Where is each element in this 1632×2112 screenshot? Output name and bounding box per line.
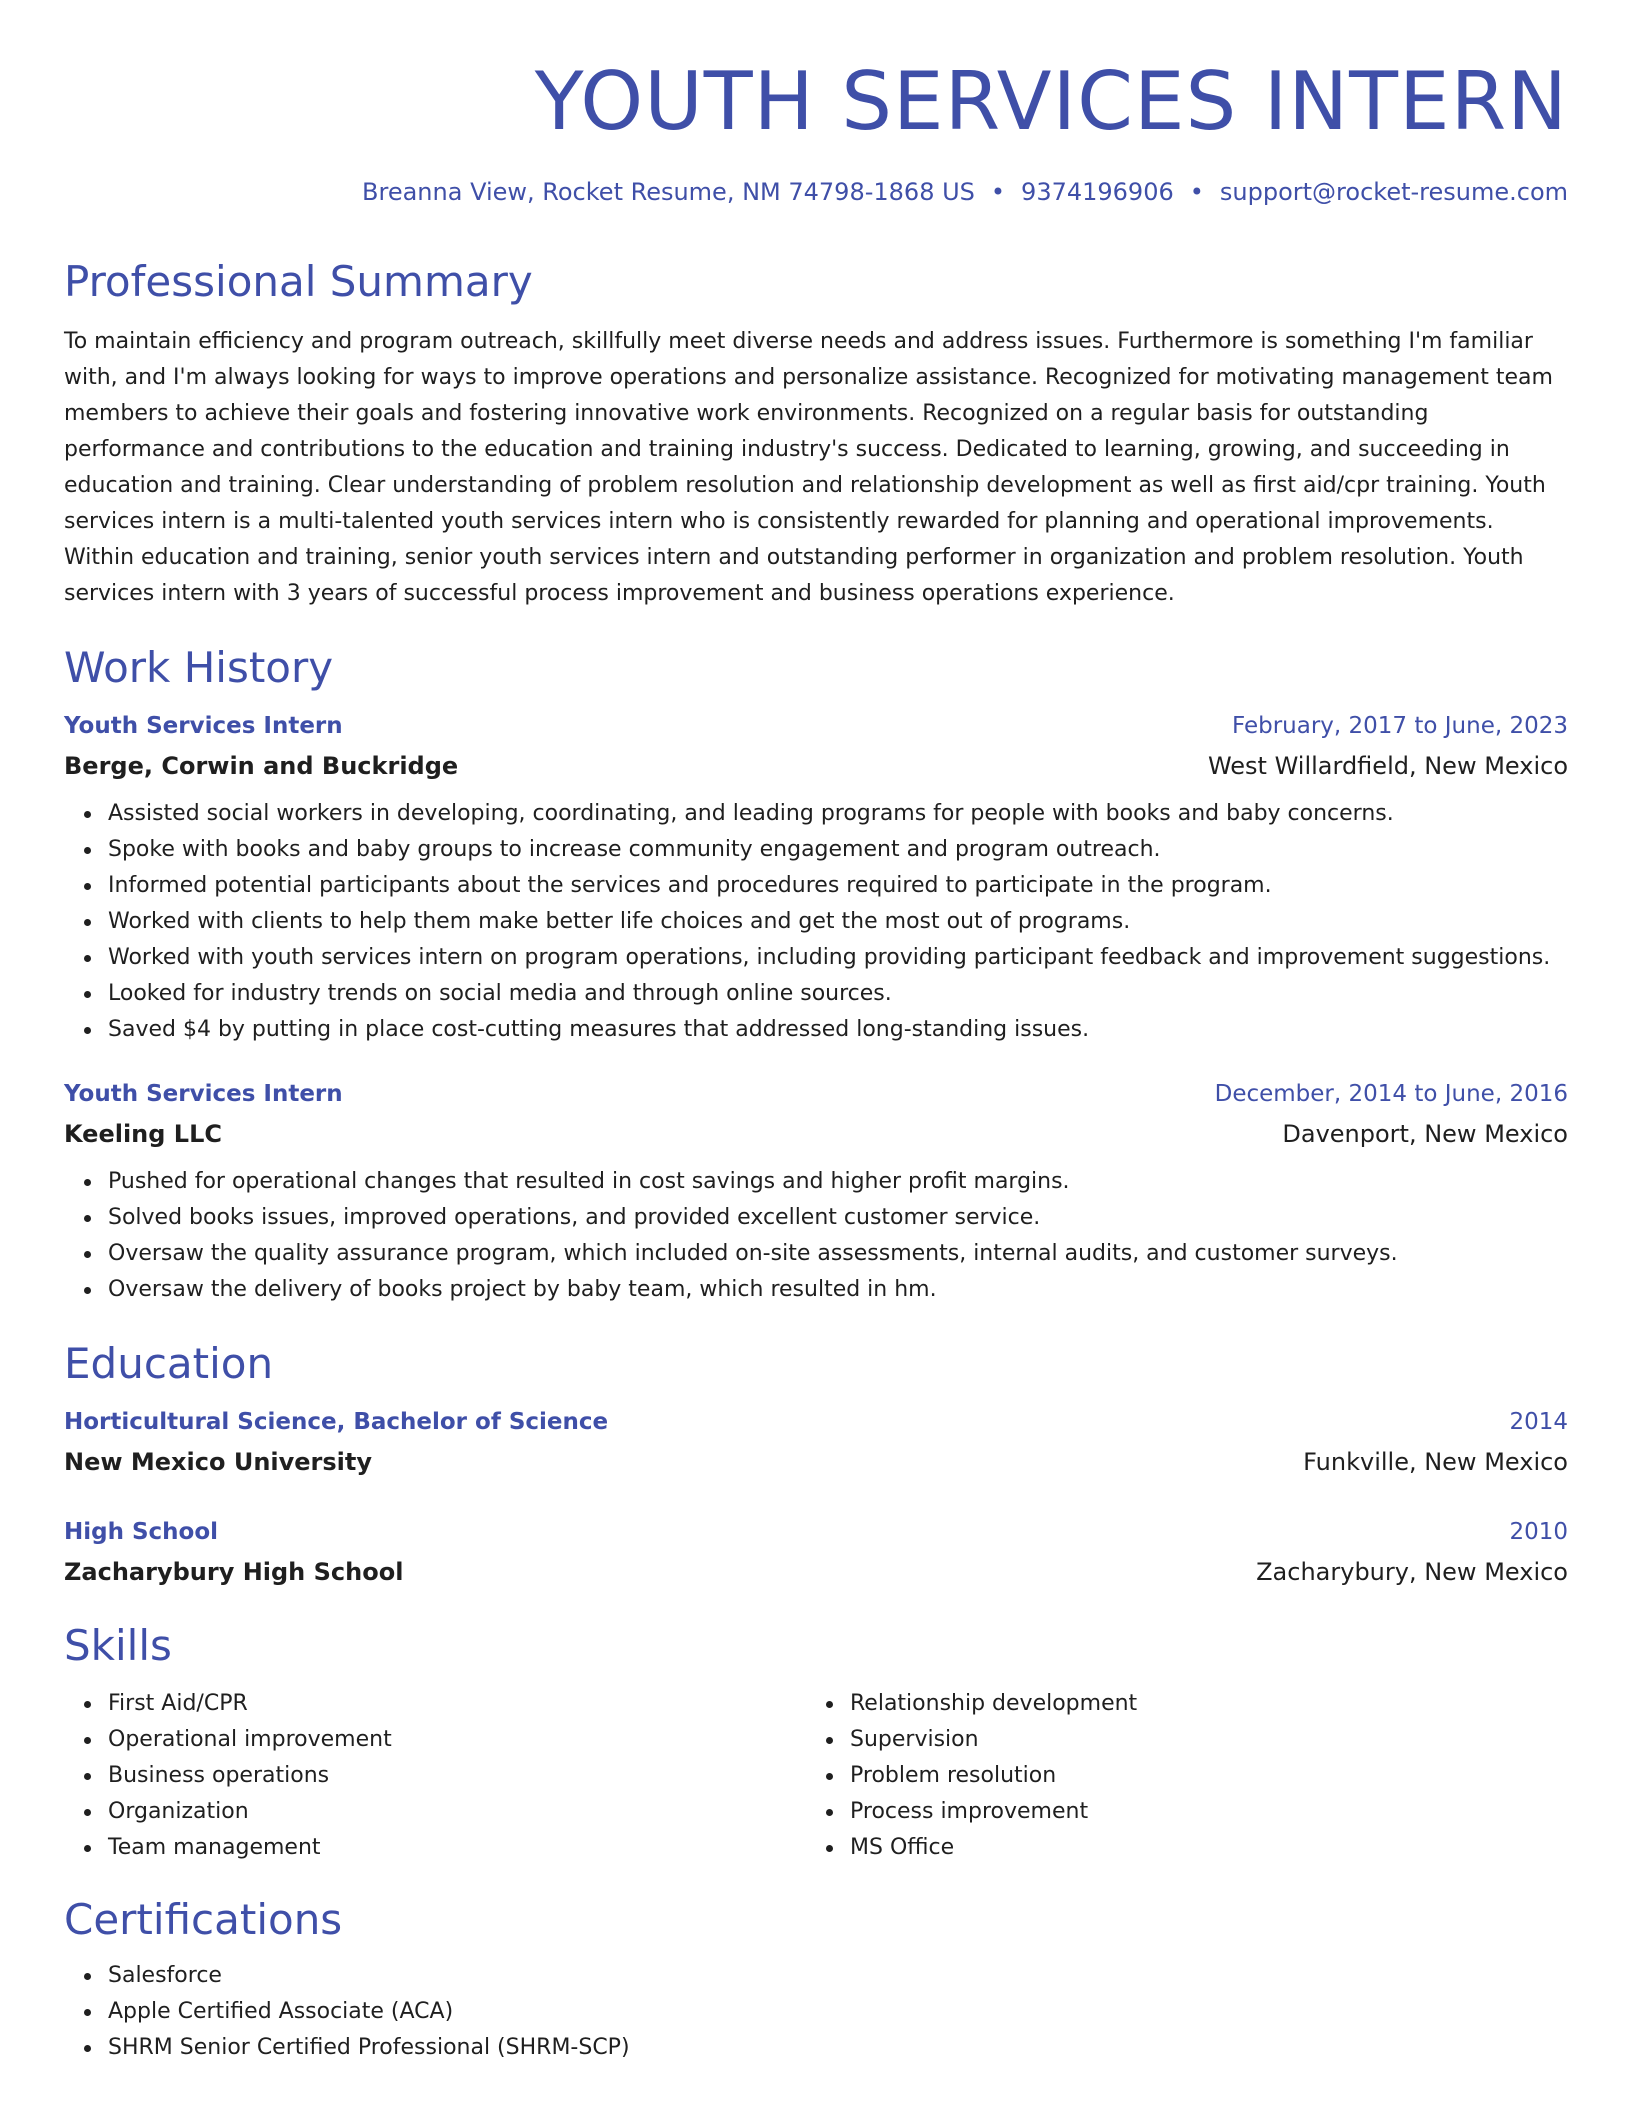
job-company-row bbox=[64, 746, 1568, 786]
skill-item: Operational improvement bbox=[108, 1722, 806, 1758]
job-title-row bbox=[64, 706, 1568, 746]
work-history-section bbox=[64, 640, 1568, 1308]
skill-item: Process improvement bbox=[850, 1794, 1548, 1830]
education-degree: High School bbox=[64, 1519, 219, 1545]
summary-section bbox=[64, 254, 1568, 612]
list-item: Assisted social workers in developing, coordinating, and leading programs for people with books and baby concerns. bbox=[108, 796, 1568, 832]
skills-section bbox=[64, 1618, 1568, 1866]
separator-dot: • bbox=[990, 178, 1006, 206]
job-company: Keeling LLC bbox=[64, 1120, 223, 1148]
job-position: Youth Services Intern bbox=[64, 713, 343, 739]
skills-columns bbox=[64, 1674, 1568, 1866]
certifications-section bbox=[64, 1892, 1568, 2066]
summary-text: To maintain efficiency and program outreach, skillfully meet diverse needs and address issues. Furthermore is something I'm familiar with, and I'm always looking for ways to improve operations and personalize assistance. Recognized for motivating management team members to achieve their goals and fostering innovative work environments. Recognized on a regular basis for outstanding performance and contributions to the education and training industry's success. Dedicated to learning, growing, and succeeding in education and training. Clear understanding of problem resolution and relationship development as well as first aid/cpr training. Youth services intern is a multi-talented youth services intern who is consistently rewarded for planning and operational improvements. Within education and training, senior youth services intern and outstanding performer in organization and problem resolution. Youth services intern with 3 years of successful process improvement and business operations experience. bbox=[64, 329, 1553, 606]
skill-item: First Aid/CPR bbox=[108, 1686, 806, 1722]
skills-list bbox=[64, 1686, 806, 1866]
skill-item: Business operations bbox=[108, 1758, 806, 1794]
job-location: Davenport, New Mexico bbox=[1282, 1120, 1568, 1148]
job-bullets bbox=[64, 1164, 1568, 1308]
certification-item: Salesforce bbox=[108, 1958, 1568, 1994]
job-location: West Willardfield, New Mexico bbox=[1207, 752, 1568, 780]
job-dates: February, 2017 to June, 2023 bbox=[1231, 713, 1568, 739]
job-entry bbox=[64, 706, 1568, 1048]
skills-column-left bbox=[64, 1674, 806, 1866]
education-location: Funkville, New Mexico bbox=[1303, 1448, 1568, 1476]
skill-item: MS Office bbox=[850, 1830, 1548, 1866]
list-item: Oversaw the quality assurance program, which included on-site assessments, internal audits, and customer surveys. bbox=[108, 1236, 1568, 1272]
skills-column-right bbox=[806, 1674, 1548, 1866]
education-degree-row bbox=[64, 1512, 1568, 1552]
skill-item: Organization bbox=[108, 1794, 806, 1830]
job-bullets bbox=[64, 796, 1568, 1048]
education-year: 2014 bbox=[1509, 1409, 1568, 1435]
education-school-row bbox=[64, 1552, 1568, 1592]
education-entry bbox=[64, 1402, 1568, 1482]
job-title-row bbox=[64, 1074, 1568, 1114]
skills-list bbox=[806, 1686, 1548, 1866]
certifications-heading: Certifications bbox=[64, 1895, 343, 1944]
education-location: Zacharybury, New Mexico bbox=[1256, 1558, 1568, 1586]
certification-item: SHRM Senior Certified Professional (SHRM-SCP) bbox=[108, 2030, 1568, 2066]
certifications-list bbox=[64, 1958, 1568, 2066]
education-entry bbox=[64, 1512, 1568, 1592]
job-entry bbox=[64, 1074, 1568, 1308]
skill-item: Supervision bbox=[850, 1722, 1548, 1758]
summary-heading: Professional Summary bbox=[64, 257, 533, 306]
work-history-heading: Work History bbox=[64, 643, 334, 692]
list-item: Worked with youth services intern on program operations, including providing participant feedback and improvement suggestions. bbox=[108, 940, 1568, 976]
email: support@rocket-resume.com bbox=[1219, 178, 1568, 206]
education-school-row bbox=[64, 1442, 1568, 1482]
education-degree-row bbox=[64, 1402, 1568, 1442]
phone: 9374196906 bbox=[1021, 178, 1174, 206]
list-item: Informed potential participants about the services and procedures required to participate in the program. bbox=[108, 868, 1568, 904]
education-heading: Education bbox=[64, 1339, 274, 1388]
education-section bbox=[64, 1336, 1568, 1592]
skill-item: Relationship development bbox=[850, 1686, 1548, 1722]
list-item: Saved $4 by putting in place cost-cutting measures that addressed long-standing issues. bbox=[108, 1012, 1568, 1048]
contact-line bbox=[64, 174, 1568, 210]
job-company-row bbox=[64, 1114, 1568, 1154]
skill-item: Team management bbox=[108, 1830, 806, 1866]
education-year: 2010 bbox=[1509, 1519, 1568, 1545]
list-item: Oversaw the delivery of books project by baby team, which resulted in hm. bbox=[108, 1272, 1568, 1308]
list-item: Pushed for operational changes that resulted in cost savings and higher profit margins. bbox=[108, 1164, 1568, 1200]
education-school: New Mexico University bbox=[64, 1448, 373, 1476]
certification-item: Apple Certified Associate (ACA) bbox=[108, 1994, 1568, 2030]
skills-heading: Skills bbox=[64, 1621, 172, 1670]
resume-page bbox=[64, 0, 1568, 2066]
education-degree: Horticultural Science, Bachelor of Science bbox=[64, 1409, 609, 1435]
list-item: Spoke with books and baby groups to increase community engagement and program outreach. bbox=[108, 832, 1568, 868]
address: Breanna View, Rocket Resume, NM 74798-1868 US bbox=[362, 178, 975, 206]
list-item: Solved books issues, improved operations, and provided excellent customer service. bbox=[108, 1200, 1568, 1236]
list-item: Looked for industry trends on social media and through online sources. bbox=[108, 976, 1568, 1012]
job-company: Berge, Corwin and Buckridge bbox=[64, 752, 459, 780]
job-title: YOUTH SERVICES INTERN bbox=[534, 55, 1568, 148]
skill-item: Problem resolution bbox=[850, 1758, 1548, 1794]
job-dates: December, 2014 to June, 2016 bbox=[1214, 1081, 1568, 1107]
education-school: Zacharybury High School bbox=[64, 1558, 404, 1586]
list-item: Worked with clients to help them make better life choices and get the most out of programs. bbox=[108, 904, 1568, 940]
job-position: Youth Services Intern bbox=[64, 1081, 343, 1107]
separator-dot: • bbox=[1189, 178, 1204, 206]
